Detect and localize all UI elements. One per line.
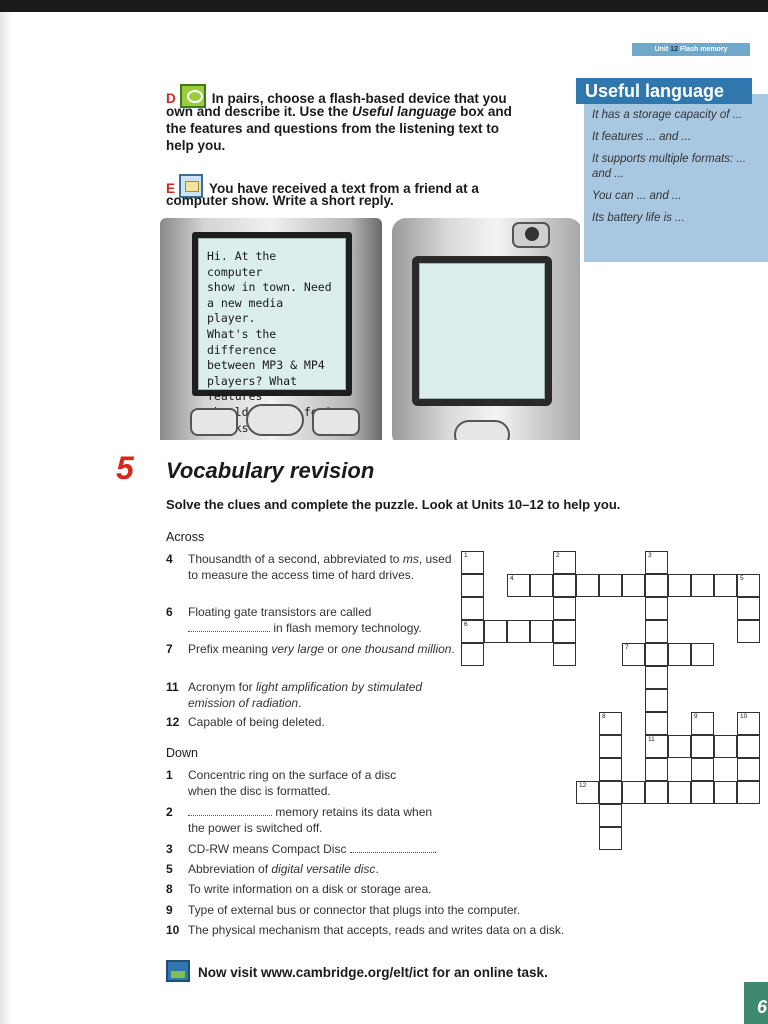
- crossword-clue-number: 4: [510, 575, 514, 582]
- crossword-cell[interactable]: [576, 574, 599, 597]
- clue-across-7: 7 Prefix meaning very large or one thousand million.: [166, 642, 455, 656]
- across-heading: Across: [166, 530, 205, 544]
- crossword-cell[interactable]: [645, 574, 668, 597]
- crossword-cell[interactable]: [484, 620, 507, 643]
- crossword-cell[interactable]: [737, 781, 760, 804]
- crossword-cell[interactable]: [599, 712, 622, 735]
- crossword-cell[interactable]: [714, 574, 737, 597]
- down-heading: Down: [166, 746, 198, 760]
- page-gutter: [0, 12, 12, 1024]
- crossword-clue-number: 1: [464, 552, 468, 559]
- useful-phrase: Its battery life is ...: [592, 212, 685, 224]
- crossword-cell[interactable]: [737, 758, 760, 781]
- crossword-cell[interactable]: [553, 620, 576, 643]
- crossword-cell[interactable]: [691, 712, 714, 735]
- useful-phrase: It has a storage capacity of ...: [592, 109, 743, 121]
- crossword-clue-number: 7: [625, 644, 629, 651]
- crossword-clue-number: 8: [602, 713, 606, 720]
- crossword-cell[interactable]: [599, 804, 622, 827]
- crossword-cell[interactable]: [622, 643, 645, 666]
- crossword-cell[interactable]: [691, 758, 714, 781]
- task-d-line4: help you.: [166, 138, 226, 153]
- puzzle-instruction: Solve the clues and complete the puzzle. Look at Units 10–12 to help you.: [166, 497, 621, 512]
- crossword-cell[interactable]: [553, 574, 576, 597]
- phone-keypad: [190, 408, 360, 440]
- section-title: Vocabulary revision: [166, 458, 375, 483]
- crossword-clue-number: 2: [556, 552, 560, 559]
- crossword-cell[interactable]: [668, 735, 691, 758]
- crossword-cell[interactable]: [668, 781, 691, 804]
- crossword-clue-number: 3: [648, 552, 652, 559]
- phone-key: [190, 408, 238, 436]
- crossword-cell[interactable]: [645, 689, 668, 712]
- crossword-cell[interactable]: [737, 597, 760, 620]
- useful-phrase: It supports multiple formats: ... and ...: [592, 153, 747, 180]
- unit-number: 12: [670, 46, 678, 53]
- crossword-cell[interactable]: [691, 574, 714, 597]
- crossword-cell[interactable]: [645, 551, 668, 574]
- crossword-clue-number: 10: [740, 713, 748, 720]
- crossword-cell[interactable]: [461, 551, 484, 574]
- blank-screen: [419, 263, 545, 399]
- crossword-cell[interactable]: [599, 758, 622, 781]
- task-d-letter: D: [166, 91, 176, 106]
- crossword-cell[interactable]: [461, 643, 484, 666]
- crossword-cell[interactable]: [691, 781, 714, 804]
- camera-icon: [512, 222, 550, 248]
- phone-screen: [412, 256, 552, 406]
- phone-key: [312, 408, 360, 436]
- crossword-cell[interactable]: [530, 620, 553, 643]
- crossword-cell[interactable]: [737, 574, 760, 597]
- clue-down-9: 9 Type of external bus or connector that plugs into the computer.: [166, 903, 521, 917]
- crossword-cell[interactable]: [461, 574, 484, 597]
- useful-language-box: [584, 94, 768, 262]
- crossword-clue-number: 12: [579, 782, 587, 789]
- crossword-cell[interactable]: [645, 712, 668, 735]
- page-number: 6: [744, 982, 768, 1024]
- crossword-cell[interactable]: [645, 735, 668, 758]
- crossword-cell[interactable]: [507, 620, 530, 643]
- phone-nav-key: [454, 420, 510, 440]
- phone-blank: [392, 218, 580, 440]
- crossword-cell[interactable]: [737, 735, 760, 758]
- clue-down-3: 3 CD-RW means Compact Disc .: [166, 842, 438, 856]
- section-number: 5: [116, 450, 134, 486]
- phones-illustration: [160, 218, 580, 440]
- crossword-cell[interactable]: [622, 781, 645, 804]
- crossword-cell[interactable]: [714, 735, 737, 758]
- crossword-cell[interactable]: [737, 620, 760, 643]
- crossword-clue-number: 9: [694, 713, 698, 720]
- crossword-cell[interactable]: [553, 597, 576, 620]
- online-task-link[interactable]: Now visit www.cambridge.org/elt/ict for an online task.: [166, 960, 548, 982]
- clue-down-10: 10 The physical mechanism that accepts, reads and writes data on a disk.: [166, 923, 565, 937]
- crossword-cell[interactable]: [461, 597, 484, 620]
- crossword-cell[interactable]: [645, 643, 668, 666]
- crossword-cell[interactable]: [737, 712, 760, 735]
- useful-language-title: Useful language: [576, 78, 752, 104]
- sms-message: Hi. At the computer show in town. Need a new media player. What's the difference between MP3 & MP4 players? What features: [198, 238, 346, 390]
- clue-down-5: 5 Abbreviation of digital versatile disc.: [166, 862, 379, 876]
- crossword-clue-number: 5: [740, 575, 744, 582]
- unit-title: Flash memory: [679, 46, 728, 53]
- useful-language-ref: Useful language: [352, 104, 457, 119]
- useful-phrase: It features ... and ...: [592, 131, 692, 143]
- crossword-cell[interactable]: [645, 781, 668, 804]
- crossword-cell[interactable]: [668, 574, 691, 597]
- crossword-cell[interactable]: [530, 574, 553, 597]
- clue-down-8: 8 To write information on a disk or storage area.: [166, 882, 432, 896]
- crossword-cell[interactable]: [714, 781, 737, 804]
- crossword-cell[interactable]: [645, 758, 668, 781]
- clue-across-4: 4 Thousandth of a second, abbreviated to ms, used to measure the access time of hard drives.: [166, 552, 452, 582]
- crossword-cell[interactable]: [599, 781, 622, 804]
- crossword-cell[interactable]: [691, 643, 714, 666]
- task-d-line2: own and describe it. Use the Useful language box and: [166, 104, 512, 119]
- useful-phrase: You can ... and ...: [592, 190, 682, 202]
- task-d-line3: the features and questions from the listening text to: [166, 121, 500, 136]
- crossword-cell[interactable]: [507, 574, 530, 597]
- crossword-cell[interactable]: [599, 827, 622, 850]
- unit-prefix: Unit: [654, 46, 669, 53]
- crossword-cell[interactable]: [645, 597, 668, 620]
- crossword-clue-number: 6: [464, 621, 468, 628]
- phone-nav-key: [246, 404, 304, 436]
- clue-across-6: 6 Floating gate transistors are called in flash memory technology.: [166, 605, 422, 635]
- crossword-cell[interactable]: [599, 735, 622, 758]
- task-e-letter: E: [166, 181, 176, 196]
- crossword-cell[interactable]: [622, 574, 645, 597]
- clue-down-2: 2 memory retains its data when the power is switched off.: [166, 805, 433, 835]
- phone-with-message: [160, 218, 382, 440]
- task-d-text-1: In pairs, choose a flash-based device that you: [211, 91, 507, 106]
- task-e-line2: computer show. Write a short reply.: [166, 193, 394, 208]
- top-bar: [0, 0, 768, 12]
- crossword-cell[interactable]: [553, 643, 576, 666]
- crossword-cell[interactable]: [645, 620, 668, 643]
- crossword-cell[interactable]: [668, 643, 691, 666]
- clue-across-11: 11 Acronym for light amplification by stimulated emission of radiation.: [166, 680, 423, 710]
- unit-tag: [632, 43, 750, 56]
- crossword-cell[interactable]: [553, 551, 576, 574]
- clue-across-12: 12 Capable of being deleted.: [166, 715, 325, 729]
- crossword-cell[interactable]: [645, 666, 668, 689]
- phone-screen: [192, 232, 352, 404]
- task-e-line1: E You have received a text from a friend at a: [166, 174, 479, 198]
- crossword-cell[interactable]: [461, 620, 484, 643]
- crossword-cell[interactable]: [599, 574, 622, 597]
- crossword-cell[interactable]: [691, 735, 714, 758]
- clue-down-1: 1 Concentric ring on the surface of a disc when the disc is formatted.: [166, 768, 397, 798]
- crossword-cell[interactable]: [576, 781, 599, 804]
- crossword-clue-number: 11: [648, 736, 655, 743]
- www-icon: [166, 960, 190, 982]
